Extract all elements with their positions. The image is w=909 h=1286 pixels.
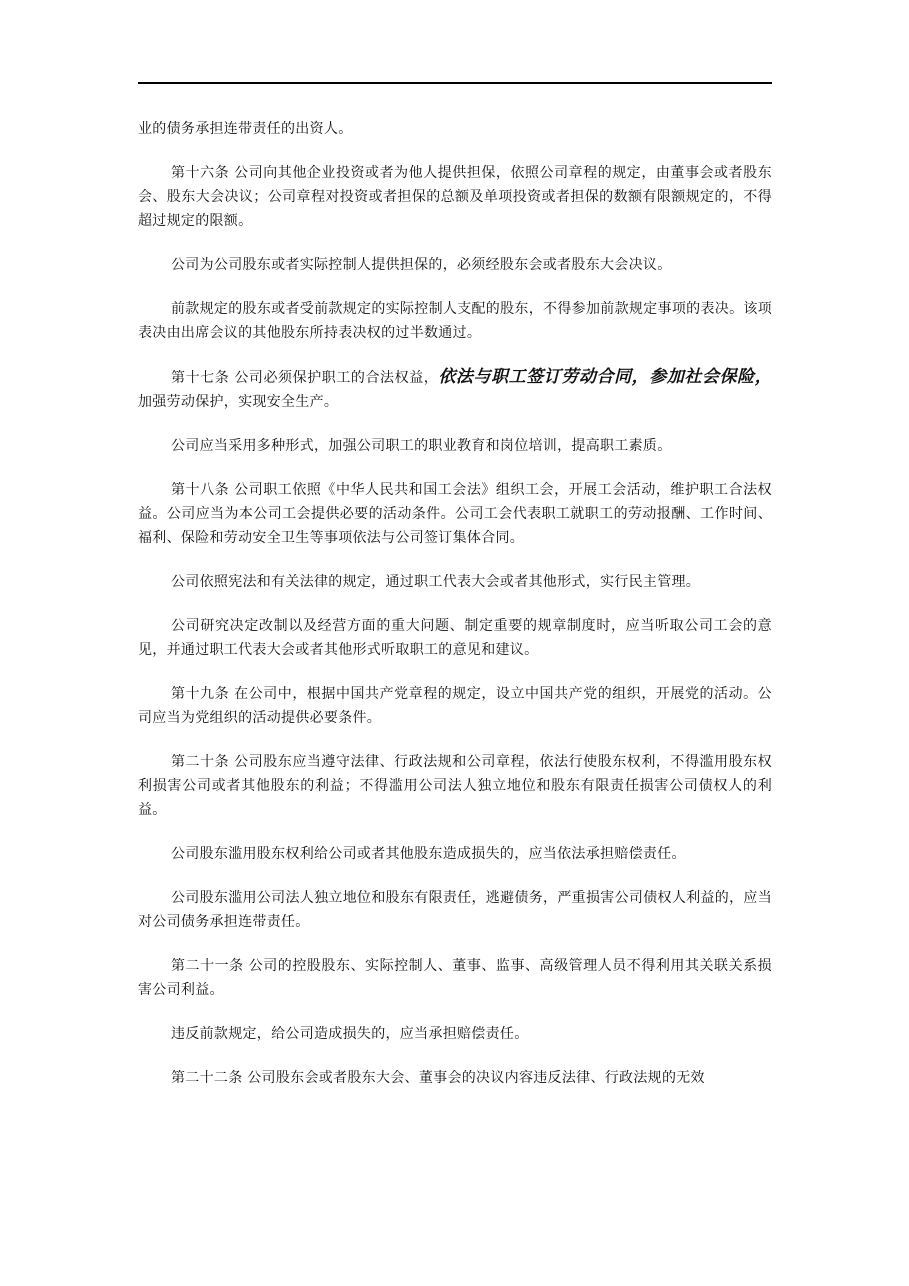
paragraph-shareholder-liability: 公司股东滥用股东权利给公司或者其他股东造成损失的，应当依法承担赔偿责任。 [171, 846, 686, 862]
paragraph-article-20: 第二十条 公司股东应当遵守法律、行政法规和公司章程，依法行使股东权利，不得滥用股东权利损害公司或者其他股东的利益；不得滥用公司法人独立地位和股东有限责任损害公司债权人的利益。 [138, 754, 772, 818]
document-body [138, 117, 772, 1110]
paragraph-article-18: 第十八条 公司职工依照《中华人民共和国工会法》组织工会，开展工会活动，维护职工合法权益。公司应当为本公司工会提供必要的活动条件。公司工会代表职工就职工的劳动报酬、工作时间、福利、保险和劳动安全卫生等事项依法与公司签订集体合同。 [138, 482, 772, 546]
paragraph-article-22: 第二十二条 公司股东会或者股东大会、董事会的决议内容违反法律、行政法规的无效 [171, 1070, 705, 1086]
paragraph-article-16: 第十六条 公司向其他企业投资或者为他人提供担保，依照公司章程的规定，由董事会或者股东会、股东大会决议；公司章程对投资或者担保的总额及单项投资或者担保的数额有限额规定的，不得超过规定的限额。 [138, 165, 772, 229]
paragraph-union-consultation: 公司研究决定改制以及经营方面的重大问题、制定重要的规章制度时，应当听取公司工会的意见，并通过职工代表大会或者其他形式听取职工的意见和建议。 [138, 618, 772, 658]
paragraph-guarantee-resolution: 公司为公司股东或者实际控制人提供担保的，必须经股东会或者股东大会决议。 [171, 257, 672, 273]
paragraph-continuation: 业的债务承担连带责任的出资人。 [138, 121, 353, 137]
paragraph-joint-liability: 公司股东滥用公司法人独立地位和股东有限责任，逃避债务，严重损害公司债权人利益的，应当对公司债务承担连带责任。 [138, 890, 772, 930]
article-17-emphasis: 依法与职工签订劳动合同，参加社会保险， [438, 367, 772, 387]
paragraph-compensation: 违反前款规定，给公司造成损失的，应当承担赔偿责任。 [171, 1026, 529, 1042]
paragraph-vocational-training: 公司应当采用多种形式，加强公司职工的职业教育和岗位培训，提高职工素质。 [171, 438, 672, 454]
paragraph-democratic-management: 公司依照宪法和有关法律的规定，通过职工代表大会或者其他形式，实行民主管理。 [171, 574, 701, 590]
paragraph-voting-exclusion: 前款规定的股东或者受前款规定的实际控制人支配的股东，不得参加前款规定事项的表决。该项表决由出席会议的其他股东所持表决权的过半数通过。 [138, 301, 772, 341]
paragraph-article-21: 第二十一条 公司的控股股东、实际控制人、董事、监事、高级管理人员不得利用其关联关系损害公司利益。 [138, 958, 772, 998]
article-17-text-before: 第十七条 公司必须保护职工的合法权益， [171, 370, 439, 386]
article-17-text-after: 加强劳动保护，实现安全生产。 [138, 394, 339, 410]
paragraph-article-19: 第十九条 在公司中，根据中国共产党章程的规定，设立中国共产党的组织，开展党的活动。公司应当为党组织的活动提供必要条件。 [138, 686, 772, 726]
paragraph-article-17 [138, 365, 772, 414]
header-rule [138, 82, 772, 84]
